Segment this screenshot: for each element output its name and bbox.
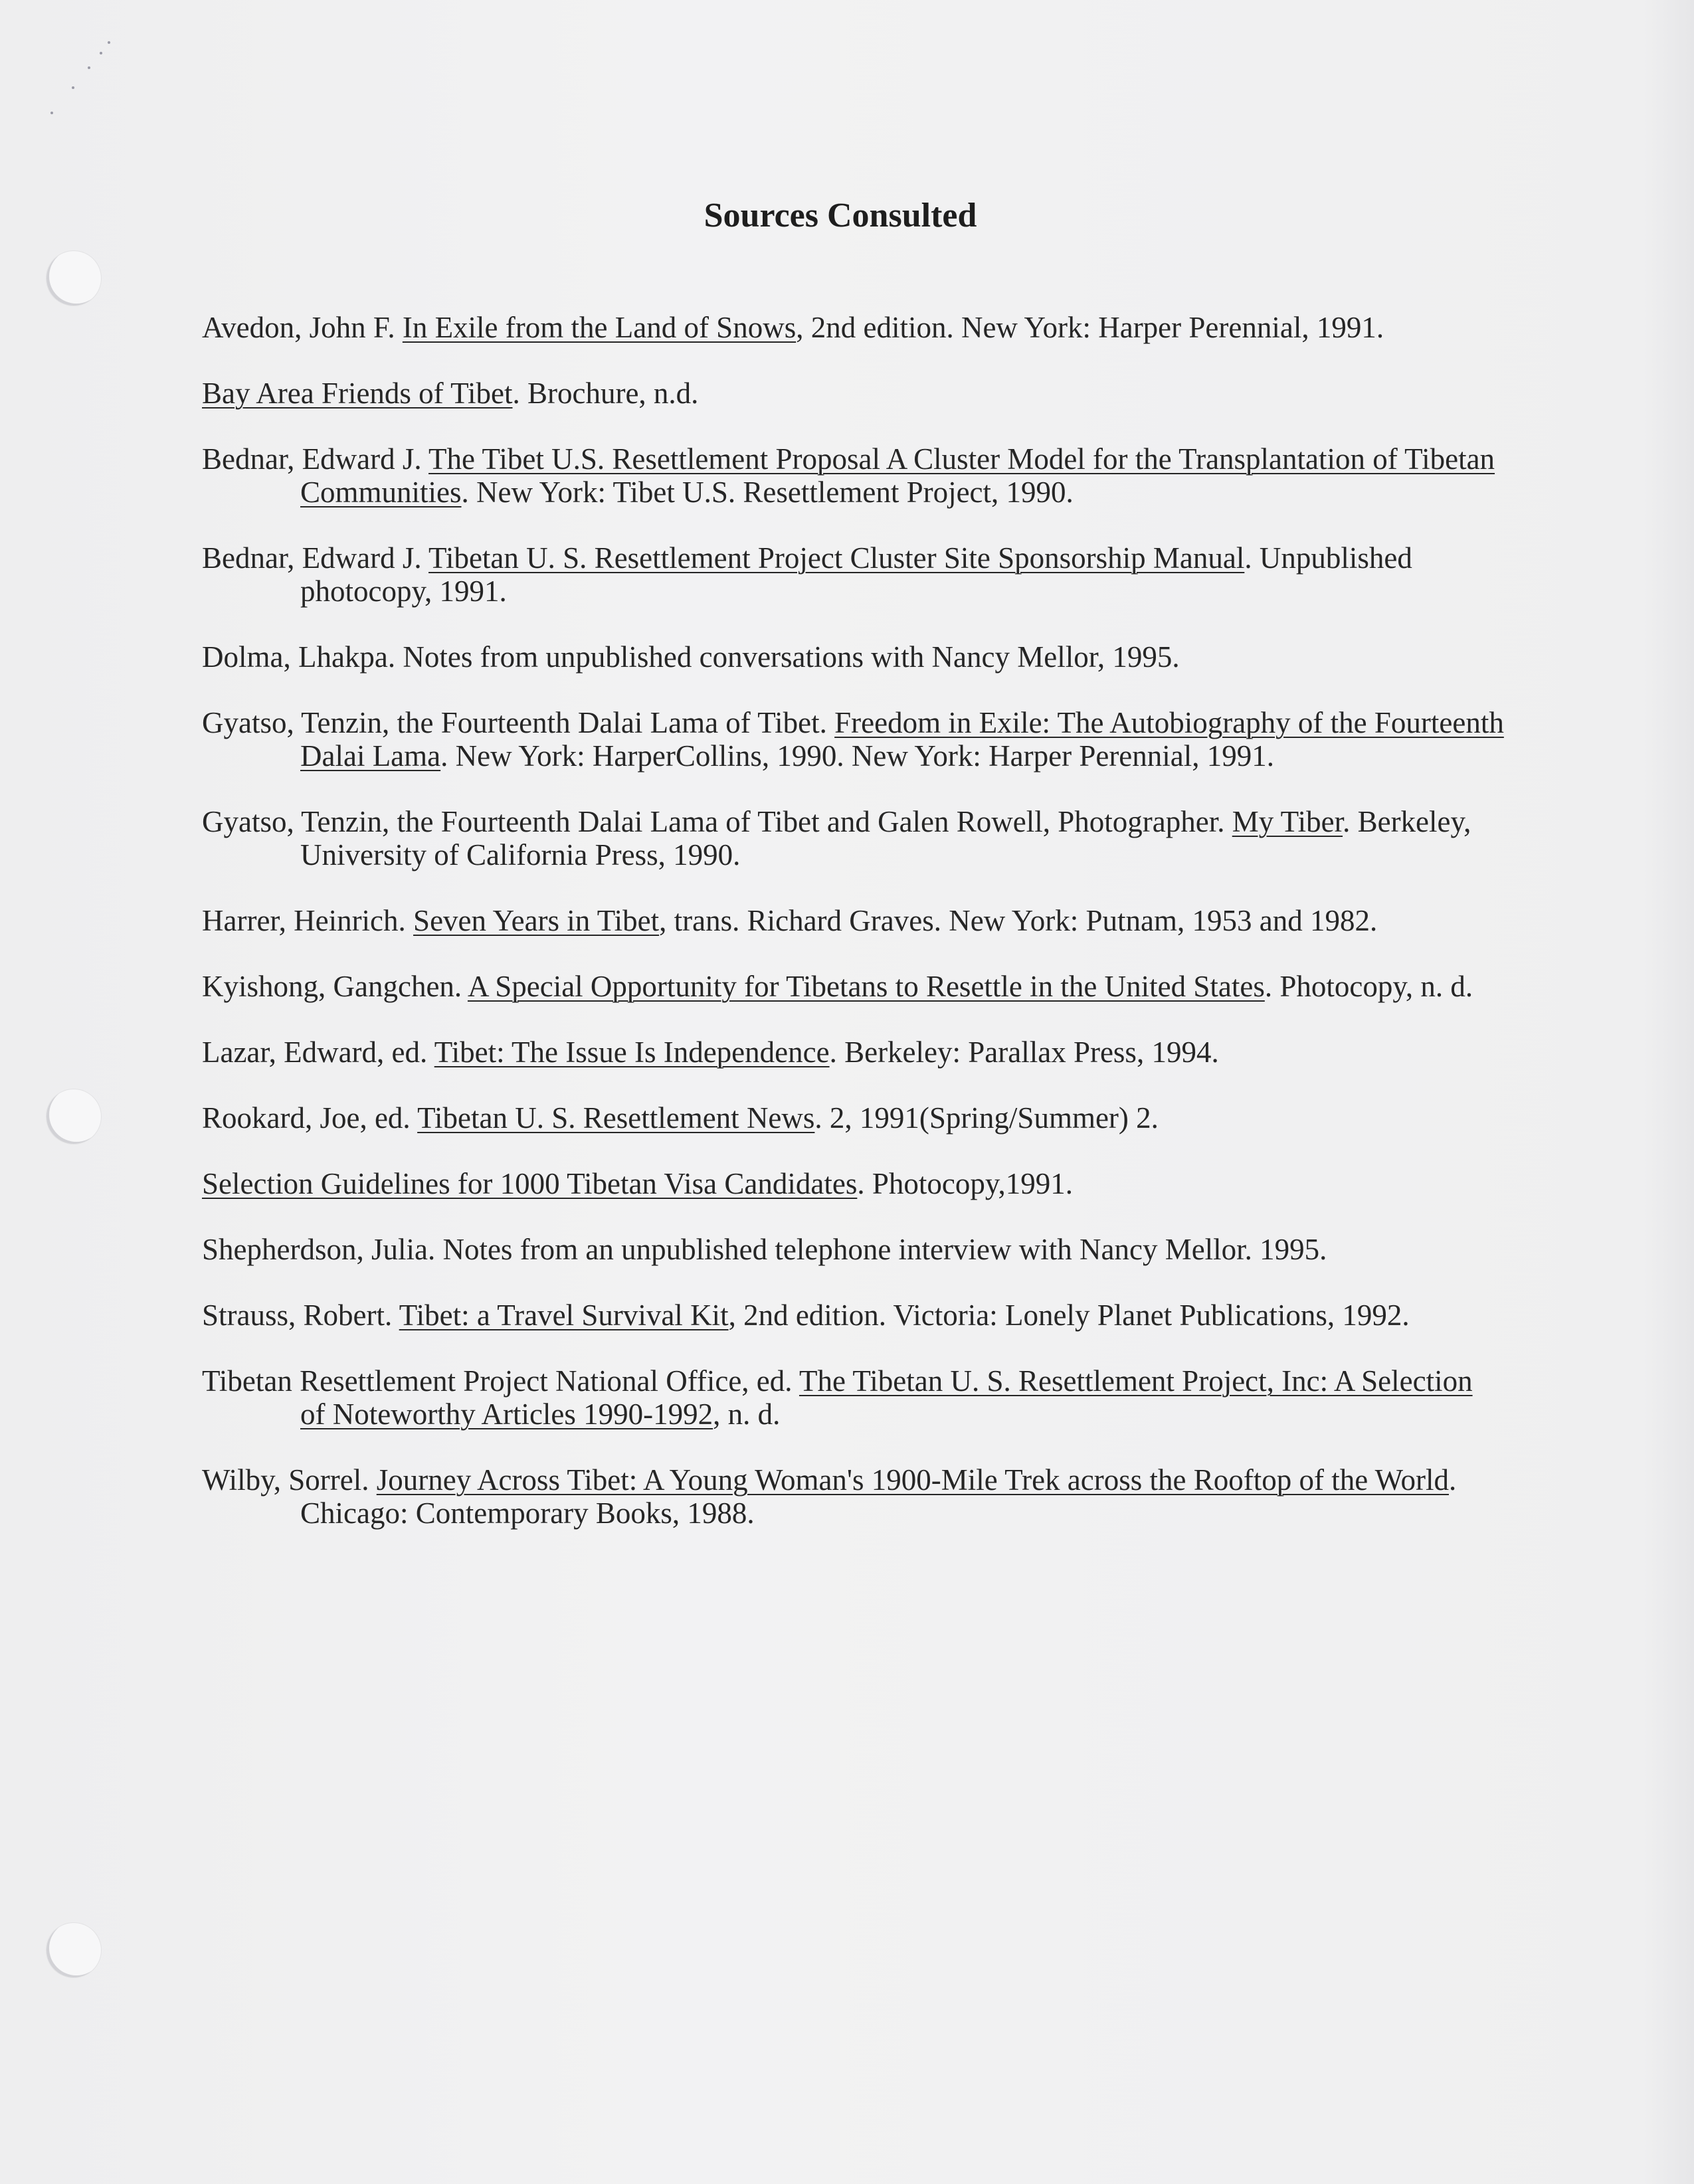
paper-speck (88, 66, 90, 69)
entry-details: . 2, 1991(Spring/Summer) 2. (814, 1101, 1159, 1135)
entry-details: . Chicago: Contemporary Books, 1988. (300, 1463, 1457, 1530)
entry-title: My Tiber (1232, 805, 1343, 838)
bibliography-entry (202, 1364, 1504, 1431)
bibliography-entry (202, 970, 1504, 1003)
entry-author: Gyatso, Tenzin, the Fourteenth Dalai Lama of Tibet. (202, 706, 835, 739)
entry-title: Tibetan U. S. Resettlement Project Cluster Site Sponsorship Manual (428, 541, 1245, 575)
paper-speck (108, 41, 110, 44)
entry-details: . Unpublished photocopy, 1991. (300, 541, 1412, 608)
entry-title: Tibet: The Issue Is Independence (434, 1036, 830, 1069)
bibliography-entry (202, 706, 1504, 773)
entry-author: Avedon, John F. (202, 311, 403, 344)
entry-author: Shepherdson, Julia. Notes from an unpublished telephone interview with Nancy Mellor. 1995. (202, 1233, 1327, 1266)
entry-details: , n. d. (713, 1398, 781, 1431)
entry-author: Lazar, Edward, ed. (202, 1036, 434, 1069)
entry-author: Strauss, Robert. (202, 1299, 399, 1332)
entry-details: , trans. Richard Graves. New York: Putnam, 1953 and 1982. (659, 904, 1378, 937)
bibliography-entry (202, 1299, 1504, 1332)
entry-details: . Brochure, n.d. (512, 377, 699, 410)
entry-author: Rookard, Joe, ed. (202, 1101, 418, 1135)
entry-details: . Photocopy,1991. (857, 1167, 1073, 1200)
entry-title: Tibetan U. S. Resettlement News (417, 1101, 815, 1135)
entry-author: Harrer, Heinrich. (202, 904, 414, 937)
bibliography-entry (202, 311, 1504, 344)
entry-title: Bay Area Friends of Tibet (202, 377, 513, 410)
bibliography-entry (202, 442, 1504, 509)
binder-hole-top (47, 251, 101, 306)
bibliography-entry (202, 1463, 1504, 1530)
entry-details: . Berkeley: Parallax Press, 1994. (829, 1036, 1219, 1069)
entry-title: Selection Guidelines for 1000 Tibetan Visa Candidates (202, 1167, 858, 1200)
bibliography-entry (202, 640, 1504, 674)
entry-author: Wilby, Sorrel. (202, 1463, 377, 1497)
entry-details: , 2nd edition. New York: Harper Perennial, 1991. (796, 311, 1384, 344)
bibliography-entry (202, 377, 1504, 410)
entry-author: Bednar, Edward J. (202, 541, 429, 575)
entry-author: Dolma, Lhakpa. Notes from unpublished conversations with Nancy Mellor, 1995. (202, 640, 1180, 674)
bibliography-entry (202, 805, 1504, 871)
page-title: Sources Consulted (704, 197, 977, 234)
entry-title: Freedom in Exile: The Autobiography of the Fourteenth Dalai Lama (300, 706, 1504, 773)
entry-author: Tibetan Resettlement Project National Office, ed. (202, 1364, 799, 1398)
entry-author: Bednar, Edward J. (202, 442, 429, 476)
bibliography-entry (202, 1167, 1504, 1200)
paper-speck (72, 86, 74, 89)
entry-title: Seven Years in Tibet (413, 904, 660, 937)
entry-title: Tibet: a Travel Survival Kit (399, 1299, 729, 1332)
paper-speck (100, 52, 102, 54)
paper-speck (50, 112, 53, 114)
entry-title: Journey Across Tibet: A Young Woman's 1900-Mile Trek across the Rooftop of the World (376, 1463, 1449, 1497)
bibliography-entry (202, 1233, 1504, 1266)
entry-details: . Berkeley, University of California Press, 1990. (300, 805, 1471, 871)
bibliography-entry (202, 541, 1504, 608)
entry-details: . New York: HarperCollins, 1990. New York: Harper Perennial, 1991. (440, 739, 1274, 773)
binder-hole-middle (47, 1089, 101, 1144)
bibliography-entry (202, 904, 1504, 937)
entry-author: Gyatso, Tenzin, the Fourteenth Dalai Lama of Tibet and Galen Rowell, Photographer. (202, 805, 1232, 838)
entry-title: The Tibetan U. S. Resettlement Project, Inc: A Selection of Noteworthy Articles 1990-1992 (300, 1364, 1473, 1431)
entry-title: A Special Opportunity for Tibetans to Resettle in the United States (467, 970, 1265, 1003)
entry-title: In Exile from the Land of Snows (402, 311, 797, 344)
entry-details: . Photocopy, n. d. (1264, 970, 1473, 1003)
bibliography-entry (202, 1036, 1504, 1069)
entry-details: , 2nd edition. Victoria: Lonely Planet Publications, 1992. (728, 1299, 1410, 1332)
bibliography-entry (202, 1101, 1504, 1135)
entry-title: The Tibet U.S. Resettlement Proposal A Cluster Model for the Transplantation of Tibetan Communities (300, 442, 1495, 509)
entry-author: Kyishong, Gangchen. (202, 970, 468, 1003)
binder-hole-bottom (47, 1923, 101, 1977)
entry-details: . New York: Tibet U.S. Resettlement Project, 1990. (461, 476, 1074, 509)
bibliography-list (202, 311, 1504, 1562)
